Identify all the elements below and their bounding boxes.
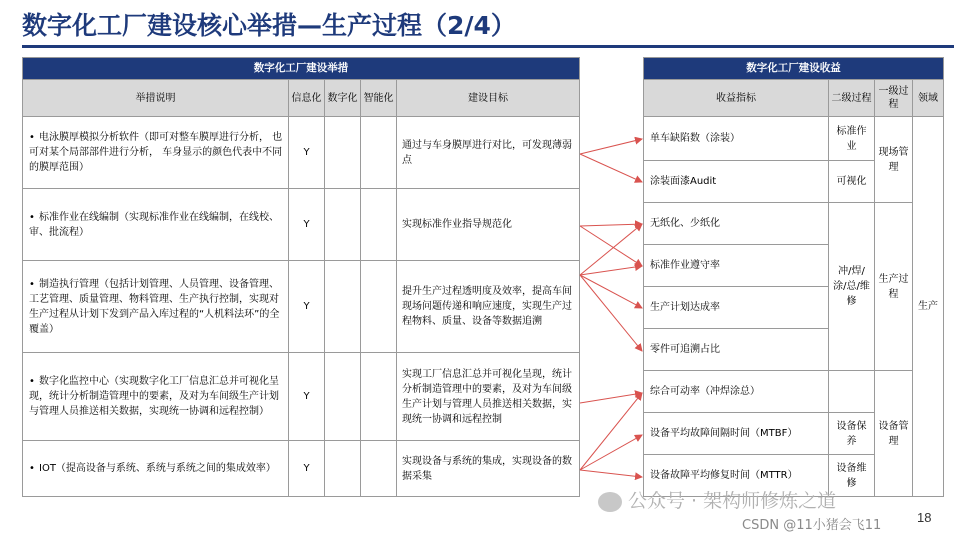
measure-description: • 制造执行管理（包括计划管理、人员管理、设备管理、工艺管理、质量管理、物料管理、生产执行控制，实现对生产过程从计划下发到产品入库过程的“人机料法环”的全覆盖） <box>23 261 289 353</box>
arrow <box>580 393 642 470</box>
benefit-metric: 涂装面漆Audit <box>644 161 829 203</box>
col-header-intelligence: 智能化 <box>361 80 397 117</box>
level2-process-cell: 可视化 <box>829 161 875 203</box>
informatization-cell: Y <box>289 353 325 441</box>
level1-process-cell: 生产过程 <box>875 203 913 371</box>
arrow <box>580 224 642 226</box>
measure-description: • 标准作业在线编制（实现标准作业在线编制，在线校、审、批流程） <box>23 189 289 261</box>
level2-process-cell: 设备保养 <box>829 413 875 455</box>
measures-table-header: 数字化工厂建设举措 <box>23 58 580 80</box>
measure-goal: 提升生产过程透明度及效率，提高车间现场问题传递和响应速度，实现生产过程物料、质量、设备等数据追溯 <box>397 261 580 353</box>
benefit-metric: 设备平均故障间隔时间（MTBF） <box>644 413 829 455</box>
level1-process-cell: 现场管理 <box>875 117 913 203</box>
benefit-metric: 标准作业遵守率 <box>644 245 829 287</box>
informatization-cell: Y <box>289 117 325 189</box>
page-title: 数字化工厂建设核心举措—生产过程（2/4） <box>22 11 516 40</box>
col-header-informatization: 信息化 <box>289 80 325 117</box>
informatization-cell: Y <box>289 441 325 497</box>
level2-process-cell: 标准作业 <box>829 117 875 161</box>
csdn-watermark: CSDN @11小猪会飞11 <box>742 518 882 533</box>
col-header-benefit-metric: 收益指标 <box>644 80 829 117</box>
level2-process-cell: 设备维修 <box>829 455 875 497</box>
measure-goal: 实现标准作业指导规范化 <box>397 189 580 261</box>
level2-process-cell: 冲/焊/涂/总/维修 <box>829 203 875 371</box>
benefit-metric: 综合可动率（冲焊涂总） <box>644 371 829 413</box>
benefit-metric: 单车缺陷数（涂装） <box>644 117 829 161</box>
measure-goal: 通过与车身膜厚进行对比，可发现薄弱点 <box>397 117 580 189</box>
benefit-metric: 设备故障平均修复时间（MTTR） <box>644 455 829 497</box>
col-header-level2-process: 二级过程 <box>829 80 875 117</box>
level1-process-cell: 设备管理 <box>875 371 913 497</box>
domain-cell: 生产 <box>913 117 944 497</box>
measure-description: • 电泳膜厚模拟分析软件（即可对整车膜厚进行分析， 也可对某个局部部件进行分析， 车身显示的颜色代表中不同的膜厚范围） <box>23 117 289 189</box>
arrow <box>580 275 642 351</box>
col-header-domain: 领域 <box>913 80 944 117</box>
arrow <box>580 275 642 308</box>
page-number: 18 <box>917 510 932 525</box>
arrow <box>580 393 642 403</box>
measure-description: • 数字化监控中心（实现数字化工厂信息汇总并可视化呈现，统计分析制造管理中的要素，及对为车间级生产计划与管理人员推送相关数据，实现统一协调和远程控制） <box>23 353 289 441</box>
wechat-icon <box>598 492 622 512</box>
measure-goal: 实现设备与系统的集成，实现设备的数据采集 <box>397 441 580 497</box>
informatization-cell: Y <box>289 189 325 261</box>
arrow <box>580 139 642 154</box>
measure-goal: 实现工厂信息汇总并可视化呈现，统计分析制造管理中的要素，及对为车间级生产计划与管理人员推送相关数据，实现统一协调和远程控制 <box>397 353 580 441</box>
col-header-digitalization: 数字化 <box>325 80 361 117</box>
col-header-goal: 建设目标 <box>397 80 580 117</box>
col-header-description: 举措说明 <box>23 80 289 117</box>
arrow <box>580 435 642 470</box>
benefit-metric: 生产计划达成率 <box>644 287 829 329</box>
arrow <box>580 470 642 477</box>
benefit-metric: 无纸化、少纸化 <box>644 203 829 245</box>
informatization-cell: Y <box>289 261 325 353</box>
wechat-watermark: 公众号 · 架构师修炼之道 <box>598 486 836 513</box>
measure-description: • IOT（提高设备与系统、系统与系统之间的集成效率） <box>23 441 289 497</box>
col-header-level1-process: 一级过程 <box>875 80 913 117</box>
arrow <box>580 154 642 182</box>
benefits-table-header: 数字化工厂建设收益 <box>644 58 944 80</box>
benefit-metric: 零件可追溯占比 <box>644 329 829 371</box>
